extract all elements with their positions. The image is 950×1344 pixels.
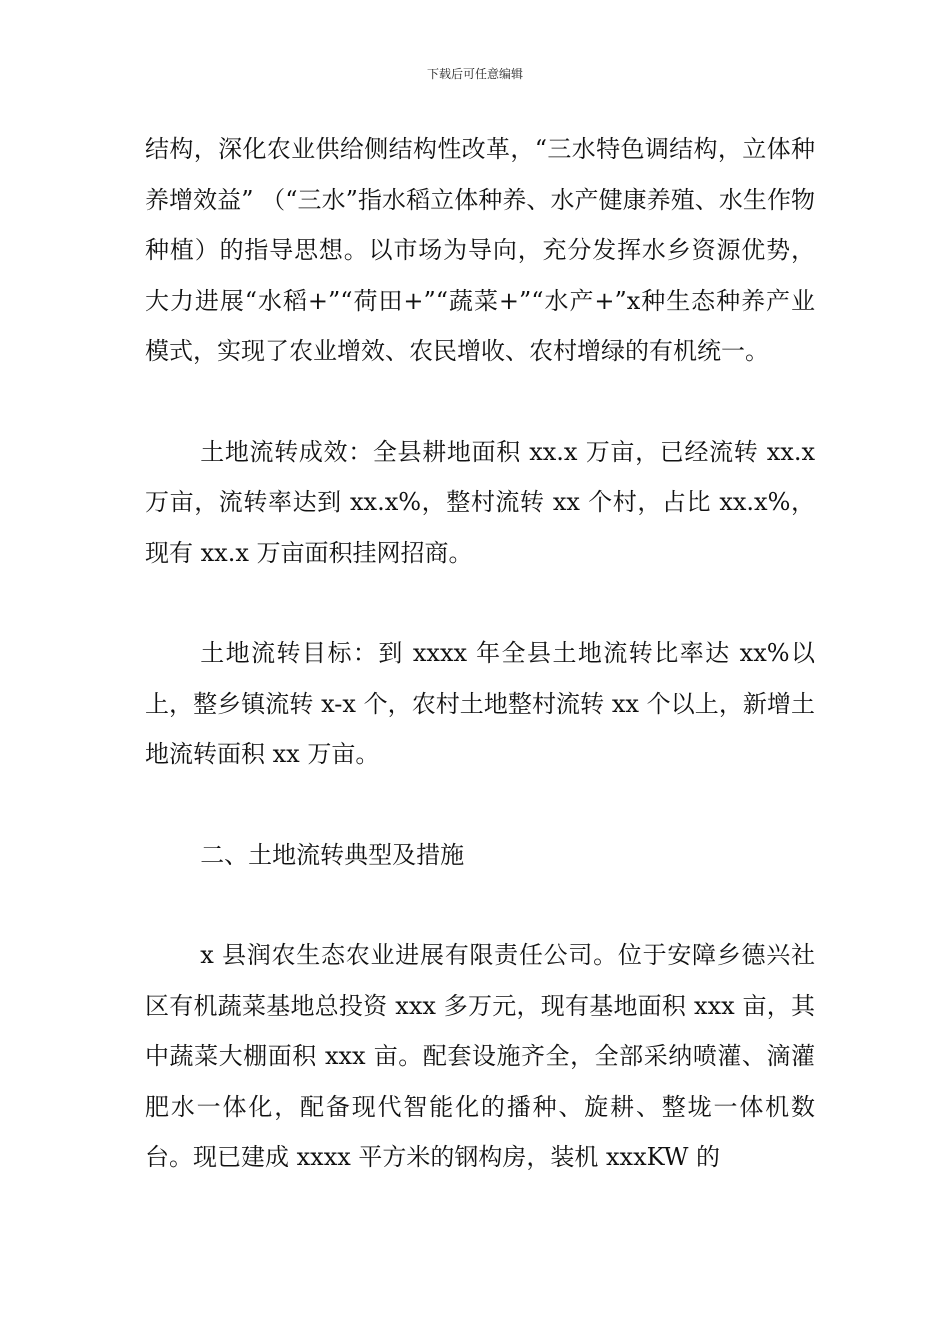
section-heading-typical-measures: 二、土地流转典型及措施 — [200, 840, 465, 869]
document-body — [145, 124, 815, 1183]
paragraph-land-transfer-goals: 土地流转目标：到 xxxx 年全县土地流转比率达 xx%以上，整乡镇流转 x-x 个，农村土地整村流转 xx 个以上，新增土地流转面积 xx 万亩。 — [145, 639, 815, 768]
page-header: 下载后可任意编辑 — [426, 67, 523, 81]
paragraph-land-transfer-results: 土地流转成效：全县耕地面积 xx.x 万亩，已经流转 xx.x 万亩，流转率达到 xx.x%，整村流转 xx 个村，占比 xx.x%，现有 xx.x 万亩面积挂网招商。 — [145, 437, 815, 567]
paragraph-agriculture-structure: 结构，深化农业供给侧结构性改革，“三水特色调结构，立体种养增效益” （“三水”指水稻立体种养、水产健康养殖、水生作物种植）的指导思想。以市场为导向，充分发挥水乡资源优势，大力进展“水稻+”“荷田+”“蔬菜+”“水产+”x种生态种养产业模式，实现了农业增效、农民增收、农村增绿的有机统一。 — [145, 135, 815, 365]
paragraph-runnong-company: x 县润农生态农业进展有限责任公司。位于安障乡德兴社区有机蔬菜基地总投资 xxx 多万元，现有基地面积 xxx 亩，其中蔬菜大棚面积 xxx 亩。配套设施齐全，全部采纳喷灌、滴灌肥水一体化，配备现代智能化的播种、旋耕、整垅一体机数台。现已建成 xxxx 平方米的钢构房，装机 xxxKW 的 — [145, 941, 815, 1171]
